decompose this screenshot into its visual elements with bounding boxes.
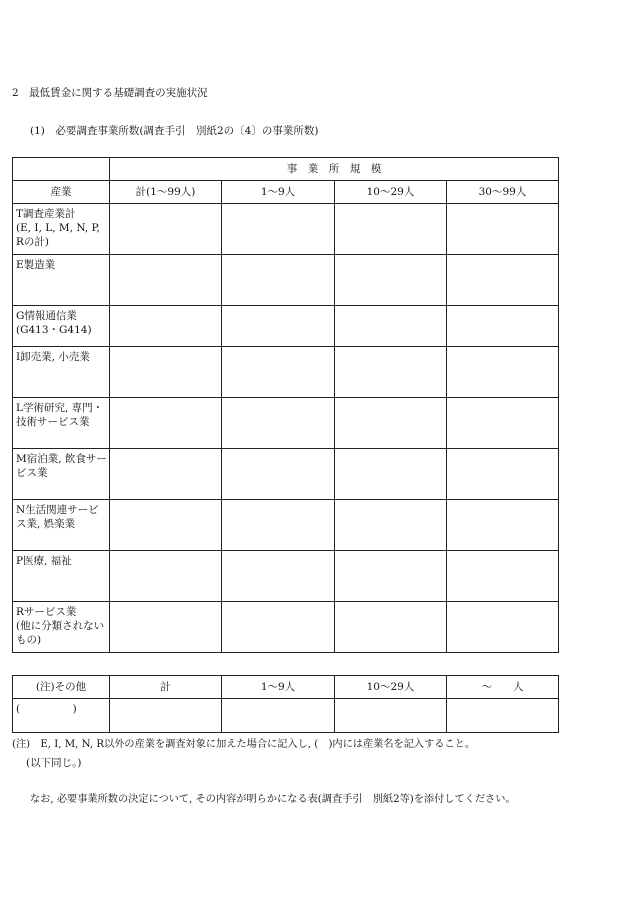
other-col-10-29: 10～29人: [335, 676, 447, 699]
row-label-g: G情報通信業 (G413・G414): [13, 306, 110, 347]
cell-input[interactable]: [222, 602, 335, 653]
other-header-label: (注)その他: [13, 676, 110, 699]
cell-input[interactable]: [110, 551, 222, 602]
cell-input[interactable]: [335, 306, 447, 347]
row-label-p: P医療, 福祉: [13, 551, 110, 602]
cell-input[interactable]: [335, 699, 447, 733]
cell-input[interactable]: [447, 699, 559, 733]
cell-input[interactable]: [447, 204, 559, 255]
table-row: [13, 255, 559, 306]
blank-corner-cell: [13, 158, 110, 181]
cell-input[interactable]: [222, 449, 335, 500]
row-label-n: N生活関連サービス業, 娯楽業: [13, 500, 110, 551]
other-industry-table: [12, 675, 559, 733]
subsection-heading: (1) 必要調査事業所数(調査手引 別紙2の〔4〕の事業所数): [30, 125, 319, 137]
table-row: [13, 306, 559, 347]
table-row: [13, 204, 559, 255]
cell-input[interactable]: [222, 204, 335, 255]
other-col-range: ～ 人: [447, 676, 559, 699]
required-establishments-table: [12, 157, 559, 653]
table-row: [13, 551, 559, 602]
col-1-9-header: 1～9人: [222, 181, 335, 204]
cell-input[interactable]: [110, 699, 222, 733]
cell-input[interactable]: [335, 551, 447, 602]
row-label-m: M宿泊業, 飲食サービス業: [13, 449, 110, 500]
cell-input[interactable]: [222, 551, 335, 602]
note-line-2: (以下同じ。): [26, 757, 82, 769]
cell-input[interactable]: [110, 398, 222, 449]
cell-input[interactable]: [222, 699, 335, 733]
table-row: [13, 602, 559, 653]
section-heading: 2 最低賃金に関する基礎調査の実施状況: [12, 87, 208, 99]
cell-input[interactable]: [222, 500, 335, 551]
row-label-t: T調査産業計 (E, I, L, M, N, P, Rの計): [13, 204, 110, 255]
cell-input[interactable]: [447, 602, 559, 653]
cell-input[interactable]: [222, 255, 335, 306]
row-label-r: Rサービス業 (他に分類されないもの): [13, 602, 110, 653]
cell-input[interactable]: [447, 551, 559, 602]
cell-input[interactable]: [110, 500, 222, 551]
cell-input[interactable]: [222, 306, 335, 347]
table-row: [13, 449, 559, 500]
cell-input[interactable]: [335, 500, 447, 551]
cell-input[interactable]: [110, 602, 222, 653]
other-col-1-9: 1～9人: [222, 676, 335, 699]
cell-input[interactable]: [447, 500, 559, 551]
col-30-99-header: 30～99人: [447, 181, 559, 204]
cell-input[interactable]: [222, 347, 335, 398]
cell-input[interactable]: [335, 204, 447, 255]
table-row: [13, 500, 559, 551]
cell-input[interactable]: [110, 306, 222, 347]
cell-input[interactable]: [222, 398, 335, 449]
cell-input[interactable]: [447, 347, 559, 398]
cell-input[interactable]: [447, 255, 559, 306]
row-label-l: L学術研究, 専門・技術サービス業: [13, 398, 110, 449]
cell-input[interactable]: [447, 306, 559, 347]
industry-header: 産業: [13, 181, 110, 204]
col-10-29-header: 10～29人: [335, 181, 447, 204]
closing-instruction: なお, 必要事業所数の決定について, その内容が明らかになる表(調査手引 別紙2等)を添付してください。: [30, 794, 516, 805]
cell-input[interactable]: [335, 602, 447, 653]
table-row: [13, 699, 559, 733]
row-label-i: I卸売業, 小売業: [13, 347, 110, 398]
cell-input[interactable]: [335, 449, 447, 500]
other-industry-name-field[interactable]: ( ): [13, 699, 110, 733]
note-line-1: (注) E, I, M, N, R以外の産業を調査対象に加えた場合に記入し, ( )内には産業名を記入すること。: [12, 739, 476, 750]
establishment-scale-header: 事 業 所 規 模: [110, 158, 559, 181]
row-label-e: E製造業: [13, 255, 110, 306]
cell-input[interactable]: [110, 204, 222, 255]
cell-input[interactable]: [335, 255, 447, 306]
other-col-total: 計: [110, 676, 222, 699]
cell-input[interactable]: [110, 449, 222, 500]
cell-input[interactable]: [335, 398, 447, 449]
cell-input[interactable]: [335, 347, 447, 398]
cell-input[interactable]: [447, 398, 559, 449]
cell-input[interactable]: [110, 255, 222, 306]
cell-input[interactable]: [110, 347, 222, 398]
table-row: [13, 347, 559, 398]
table-row: [13, 398, 559, 449]
col-total-header: 計(1～99人): [110, 181, 222, 204]
cell-input[interactable]: [447, 449, 559, 500]
